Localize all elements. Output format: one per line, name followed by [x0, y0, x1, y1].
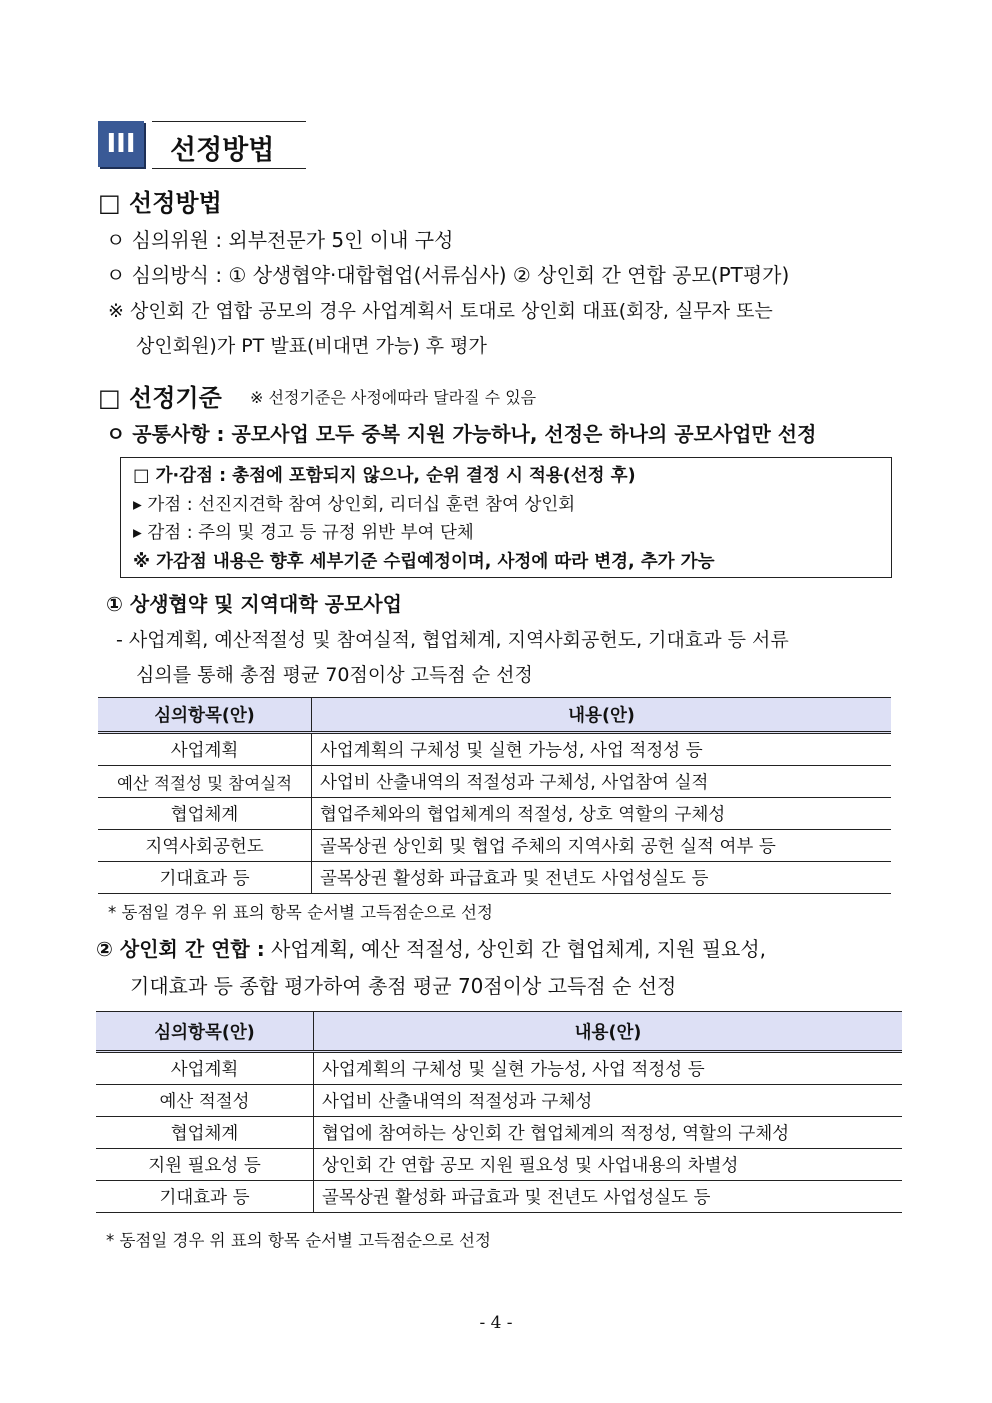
table-row [98, 862, 891, 894]
table-row [98, 798, 891, 830]
table-header-row [98, 698, 891, 733]
section-title: 선정방법 [170, 135, 275, 166]
table-cell-item: 지역사회공헌도 [98, 830, 312, 862]
criteria-heading: □ 선정기준 [98, 384, 222, 412]
table-cell-item: 지원 필요성 등 [96, 1149, 314, 1181]
table-cell-item: 협업체계 [98, 798, 312, 830]
method-note-line2: 상인회원)가 PT 발표(비대면 가능) 후 평가 [136, 335, 487, 357]
table-cell-content: 협업에 참여하는 상인회 간 협업체계의 적정성, 역할의 구체성 [314, 1117, 903, 1149]
method-heading: □ 선정방법 [98, 189, 222, 217]
section-title-box [152, 121, 306, 169]
method-note-line1: ※ 상인회 간 엽합 공모의 경우 사업계획서 토대로 상인회 대표(회장, 실무자 또는 [108, 300, 773, 322]
table-row [98, 830, 891, 862]
table-cell-content: 사업계획의 구체성 및 실현 가능성, 사업 적정성 등 [312, 733, 892, 766]
program2-heading [96, 933, 766, 962]
table-header-content: 내용(안) [312, 698, 892, 733]
table-cell-content: 사업계획의 구체성 및 실현 가능성, 사업 적정성 등 [314, 1052, 903, 1085]
program2-heading-rest: 사업계획, 예산 적절성, 상인회 간 협업체계, 지원 필요성, [264, 937, 767, 961]
program2-table [96, 1011, 902, 1213]
table-cell-item: 예산 적절성 [96, 1085, 314, 1117]
bonus-penalty-note: ※ 가감점 내용은 향후 세부기준 수립예정이며, 사정에 따라 변경, 추가 가능 [133, 552, 715, 572]
table-row [96, 1117, 902, 1149]
table-cell-content: 골목상권 활성화 파급효과 및 전년도 사업성실도 등 [314, 1181, 903, 1213]
bonus-penalty-box [120, 457, 892, 578]
table-cell-content: 골목상권 활성화 파급효과 및 전년도 사업성실도 등 [312, 862, 892, 894]
table-cell-content: 사업비 산출내역의 적절성과 구체성, 사업참여 실적 [312, 766, 892, 798]
table-row [96, 1052, 902, 1085]
bonus-points: ▸ 가점 : 선진지견학 참여 상인회, 리더십 훈련 참여 상인회 [133, 495, 576, 515]
table-cell-content: 상인회 간 연합 공모 지원 필요성 및 사업내용의 차별성 [314, 1149, 903, 1181]
table-row [96, 1085, 902, 1117]
table-cell-item: 사업계획 [96, 1052, 314, 1085]
table-cell-content: 협업주체와의 협업체계의 적절성, 상호 역할의 구체성 [312, 798, 892, 830]
page-number: - 4 - [479, 1313, 513, 1333]
table-cell-item: 기대효과 등 [98, 862, 312, 894]
table-row [98, 733, 891, 766]
table-cell-item: 사업계획 [98, 733, 312, 766]
program1-heading: ① 상생협약 및 지역대학 공모사업 [106, 592, 402, 616]
table-cell-content: 사업비 산출내역의 적절성과 구체성 [314, 1085, 903, 1117]
program1-desc-line1: - 사업계획, 예산적절성 및 참여실적, 협업체계, 지역사회공헌도, 기대효과 등 서류 [116, 629, 789, 651]
table-row [96, 1181, 902, 1213]
table-row [98, 766, 891, 798]
criteria-heading-note: ※ 선정기준은 사정에따라 달라질 수 있음 [250, 388, 537, 407]
table-cell-content: 골목상권 상인회 및 협업 주체의 지역사회 공헌 실적 여부 등 [312, 830, 892, 862]
table-row [96, 1149, 902, 1181]
program1-desc-line2: 심의를 통해 총점 평균 70점이상 고득점 순 선정 [136, 664, 533, 686]
criteria-common: ㅇ 공통사항 : 공모사업 모두 중복 지원 가능하나, 선정은 하나의 공모사업만 선정 [106, 422, 817, 446]
program2-heading-line2: 기대효과 등 종합 평가하여 총점 평균 70점이상 고득점 순 선정 [130, 974, 677, 998]
method-item-process: ㅇ 심의방식 : ① 상생협약·대합협업(서류심사) ② 상인회 간 연합 공모(PT평가) [106, 263, 790, 287]
table-cell-item: 예산 적절성 및 참여실적 [98, 766, 312, 798]
table-cell-item: 협업체계 [96, 1117, 314, 1149]
section-number: III [98, 121, 144, 167]
program1-footnote: * 동점일 경우 위 표의 항목 순서별 고득점순으로 선정 [108, 903, 493, 922]
bonus-penalty-title: □ 가·감점 : 총점에 포함되지 않으나, 순위 결정 시 적용(선정 후) [133, 466, 636, 486]
table-header-content: 내용(안) [314, 1012, 903, 1052]
program2-footnote: * 동점일 경우 위 표의 항목 순서별 고득점순으로 선정 [106, 1231, 491, 1250]
table-cell-item: 기대효과 등 [96, 1181, 314, 1213]
table-header-row [96, 1012, 902, 1052]
program1-table [98, 697, 891, 894]
program2-heading-bold: ② 상인회 간 연합 : [96, 937, 265, 961]
table-header-item: 심의항목(안) [96, 1012, 314, 1052]
table-header-item: 심의항목(안) [98, 698, 312, 733]
method-item-committee: ㅇ 심의위원 : 외부전문가 5인 이내 구성 [106, 228, 454, 252]
penalty-points: ▸ 감점 : 주의 및 경고 등 규정 위반 부여 단체 [133, 523, 474, 543]
